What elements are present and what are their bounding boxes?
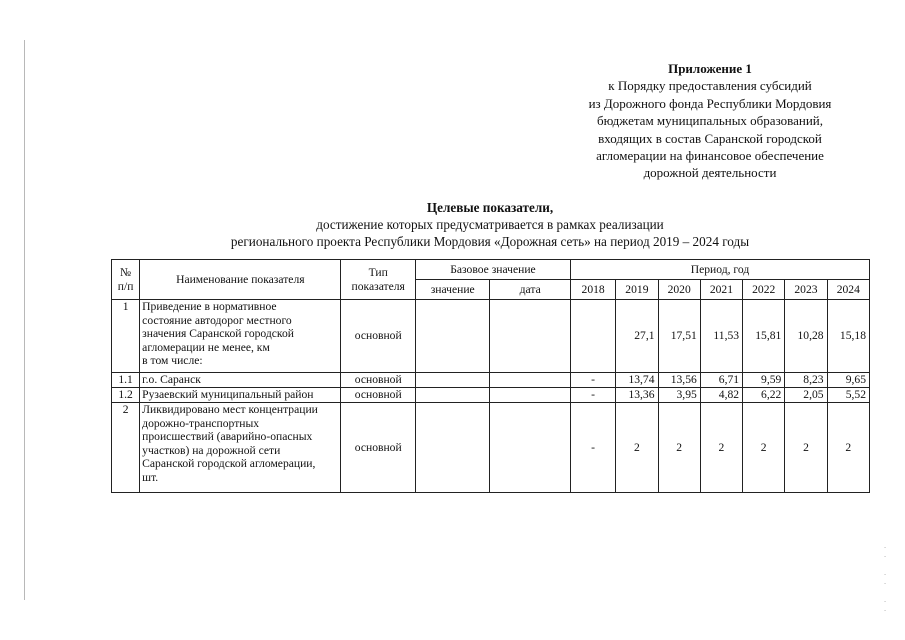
appendix-block bbox=[560, 60, 860, 182]
row-base-value bbox=[415, 403, 489, 493]
table-row bbox=[112, 373, 870, 388]
indicators-table bbox=[111, 259, 870, 493]
header-year: 2022 bbox=[743, 280, 785, 300]
row-type: основной bbox=[341, 373, 415, 388]
row-name: г.о. Саранск bbox=[140, 373, 341, 388]
header-period: Период, год bbox=[570, 260, 869, 280]
header-base-date: дата bbox=[490, 280, 571, 300]
row-num: 1.1 bbox=[112, 373, 140, 388]
row-value: - bbox=[570, 388, 615, 403]
row-name: Ликвидировано мест концентрации дорожно-транспортных происшествий (аварийно-опасных участков) на дорожной сети Саранской городской агломерации, шт. bbox=[140, 403, 341, 493]
row-value: 9,65 bbox=[827, 373, 869, 388]
row-value: 13,36 bbox=[616, 388, 658, 403]
margin-dots-decoration: · · · · · · bbox=[883, 544, 887, 615]
row-value: 13,74 bbox=[616, 373, 658, 388]
header-base: Базовое значение bbox=[415, 260, 570, 280]
row-value: 2 bbox=[616, 403, 658, 493]
row-type: основной bbox=[341, 388, 415, 403]
table-row bbox=[112, 300, 870, 373]
row-value: 2 bbox=[700, 403, 742, 493]
row-value: 9,59 bbox=[743, 373, 785, 388]
appendix-line: к Порядку предоставления субсидий bbox=[608, 78, 812, 94]
row-base-value bbox=[415, 388, 489, 403]
header-year: 2018 bbox=[570, 280, 615, 300]
row-value: 6,71 bbox=[700, 373, 742, 388]
row-name: Приведение в нормативное состояние автодорог местного значения Саранской городской агломерации не менее, км в том числе: bbox=[140, 300, 341, 373]
row-value: 27,1 bbox=[616, 300, 658, 373]
appendix-line: агломерации на финансовое обеспечение bbox=[596, 148, 824, 164]
heading-line: достижение которых предусматривается в рамках реализации bbox=[316, 217, 664, 232]
row-value: 15,81 bbox=[743, 300, 785, 373]
row-value: 2,05 bbox=[785, 388, 827, 403]
row-value: 2 bbox=[743, 403, 785, 493]
row-value: 15,18 bbox=[827, 300, 869, 373]
row-type: основной bbox=[341, 300, 415, 373]
row-value: - bbox=[570, 373, 615, 388]
row-base-value bbox=[415, 373, 489, 388]
row-value: 8,23 bbox=[785, 373, 827, 388]
row-value: 2 bbox=[785, 403, 827, 493]
row-type: основной bbox=[341, 403, 415, 493]
appendix-line: бюджетам муниципальных образований, bbox=[596, 113, 823, 129]
header-year: 2024 bbox=[827, 280, 869, 300]
appendix-line: дорожной деятельности bbox=[643, 165, 777, 181]
row-value: 17,51 bbox=[658, 300, 700, 373]
header-num: № п/п bbox=[112, 260, 140, 300]
header-year: 2023 bbox=[785, 280, 827, 300]
row-value: 6,22 bbox=[743, 388, 785, 403]
row-value: 11,53 bbox=[700, 300, 742, 373]
table-row bbox=[112, 388, 870, 403]
row-num: 1 bbox=[112, 300, 140, 373]
row-value: - bbox=[570, 403, 615, 493]
header-base-value: значение bbox=[415, 280, 489, 300]
row-value: 4,82 bbox=[700, 388, 742, 403]
header-type: Тип показателя bbox=[341, 260, 415, 300]
header-year: 2020 bbox=[658, 280, 700, 300]
row-value: 5,52 bbox=[827, 388, 869, 403]
appendix-line: из Дорожного фонда Республики Мордовия bbox=[588, 95, 832, 111]
row-value: 10,28 bbox=[785, 300, 827, 373]
row-name: Рузаевский муниципальный район bbox=[140, 388, 341, 403]
row-value: 2 bbox=[658, 403, 700, 493]
header-year: 2021 bbox=[700, 280, 742, 300]
row-value bbox=[570, 300, 615, 373]
row-base-value bbox=[415, 300, 489, 373]
appendix-line: входящих в состав Саранской городской bbox=[598, 130, 822, 146]
row-num: 1.2 bbox=[112, 388, 140, 403]
header-name: Наименование показателя bbox=[140, 260, 341, 300]
row-base-date bbox=[490, 388, 571, 403]
row-value: 13,56 bbox=[658, 373, 700, 388]
heading-line: регионального проекта Республики Мордовия «Дорожная сеть» на период 2019 – 2024 годы bbox=[230, 234, 750, 249]
table-row bbox=[112, 403, 870, 493]
heading-title: Целевые показатели, bbox=[426, 200, 554, 215]
page-edge-line bbox=[24, 40, 25, 600]
appendix-title: Приложение 1 bbox=[668, 61, 752, 76]
row-value: 3,95 bbox=[658, 388, 700, 403]
row-base-date bbox=[490, 403, 571, 493]
row-value: 2 bbox=[827, 403, 869, 493]
row-base-date bbox=[490, 373, 571, 388]
row-num: 2 bbox=[112, 403, 140, 493]
header-year: 2019 bbox=[616, 280, 658, 300]
document-heading bbox=[120, 199, 860, 250]
row-base-date bbox=[490, 300, 571, 373]
